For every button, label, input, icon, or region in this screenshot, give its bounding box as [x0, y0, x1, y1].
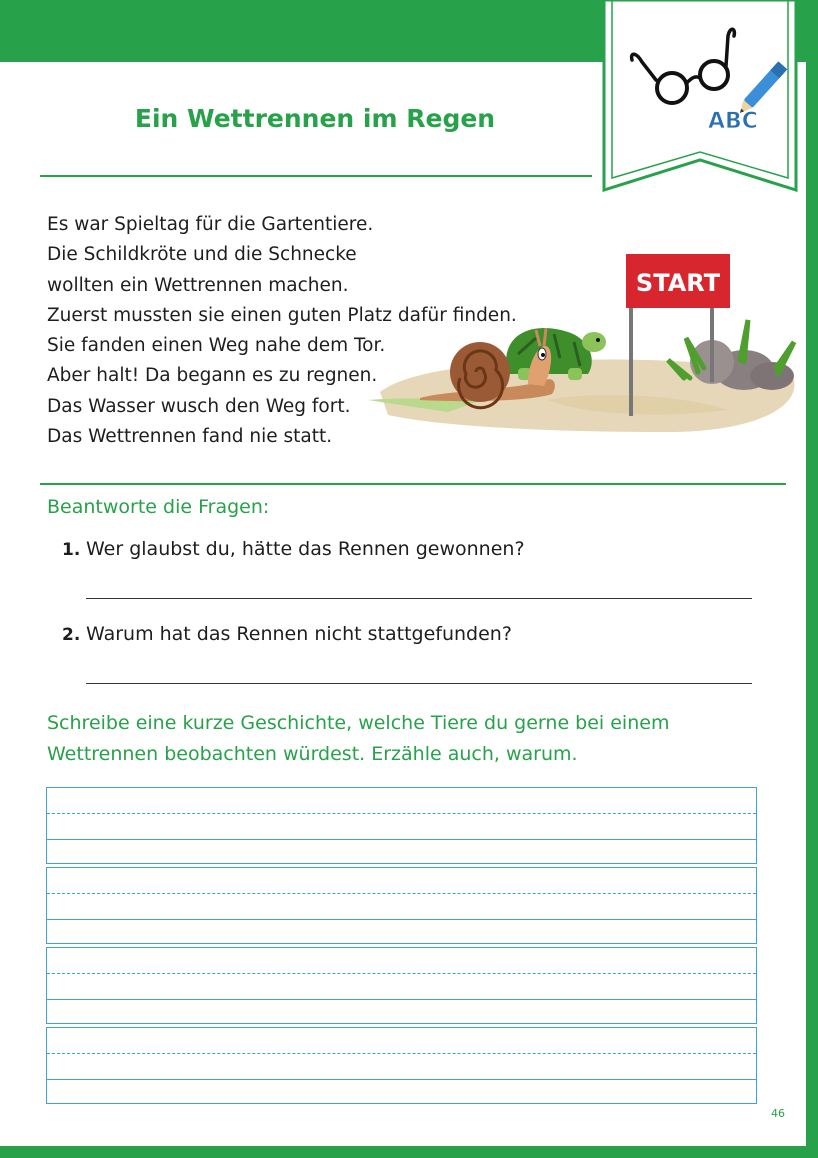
right-green-bar [806, 0, 818, 1158]
bottom-green-bar [0, 1146, 818, 1158]
page-number: 46 [771, 1107, 785, 1120]
race-illustration [368, 250, 800, 440]
answer-line-2[interactable] [86, 683, 752, 684]
story-line: Das Wettrennen fand nie statt. [47, 426, 333, 448]
questions-heading: Beantworte die Fragen: [47, 496, 270, 518]
question-1 [62, 538, 525, 560]
title-underline [40, 175, 592, 177]
story-line: Zuerst mussten sie einen guten Platz dafür finden. [47, 304, 517, 326]
svg-text:ABC: ABC [708, 109, 758, 134]
writing-task: Schreibe eine kurze Geschichte, welche Tiere du gerne bei einem Wettrennen beobachten würdest. Erzähle auch, warum. [47, 712, 670, 765]
story-line: Die Schildkröte und die Schnecke [47, 244, 357, 266]
story-line: Das Wasser wusch den Weg fort. [47, 395, 351, 417]
story-line: Aber halt! Da begann es zu regnen. [47, 365, 378, 387]
page-title: Ein Wettrennen im Regen [134, 104, 496, 133]
answer-line-1[interactable] [86, 598, 752, 599]
question-text: Warum hat das Rennen nicht stattgefunden? [86, 623, 512, 645]
writing-lines-block[interactable] [46, 787, 757, 864]
ribbon-badge [600, 0, 800, 192]
story-line: Sie fanden einen Weg nahe dem Tor. [47, 335, 386, 357]
writing-lines-block[interactable] [46, 947, 757, 1024]
question-2 [62, 623, 512, 645]
question-number: 1. [62, 540, 81, 560]
question-text: Wer glaubst du, hätte das Rennen gewonnen? [86, 538, 525, 560]
question-number: 2. [62, 625, 81, 645]
svg-text:START: START [635, 269, 721, 297]
story-line: wollten ein Wettrennen machen. [47, 274, 349, 296]
writing-lines-block[interactable] [46, 1027, 757, 1104]
writing-lines-block[interactable] [46, 867, 757, 944]
story-line: Es war Spieltag für die Gartentiere. [47, 214, 374, 235]
section-divider [40, 483, 786, 485]
